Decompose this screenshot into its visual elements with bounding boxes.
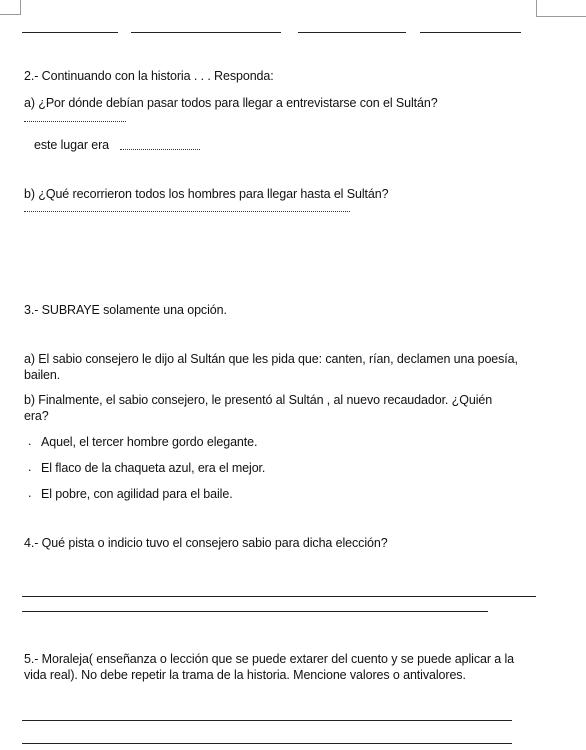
q2-a-question: a) ¿Por dónde debían pasar todos para llegar a entrevistarse con el Sultán?: [24, 96, 438, 110]
top-right-corner-mark-h: [536, 16, 586, 17]
q2-b-answer-line[interactable]: [24, 211, 350, 212]
answer-line-top-3[interactable]: [298, 32, 406, 33]
answer-line-top-4[interactable]: [420, 32, 521, 33]
q3-a-text: a) El sabio consejero le dijo al Sultán que les pida que: canten, rían, declamen una poesía, bailen.: [24, 352, 518, 382]
q2-b-question: b) ¿Qué recorrieron todos los hombres para llegar hasta el Sultán?: [24, 187, 389, 201]
q3-option-bullet-3: .: [28, 486, 32, 500]
top-left-corner-mark-h: [0, 14, 21, 15]
top-left-corner-mark: [20, 0, 21, 14]
q2-title: 2.- Continuando con la historia . . . Responda:: [24, 69, 274, 83]
q5-answer-line-2[interactable]: [22, 743, 512, 744]
q3-b-text: b) Finalmente, el sabio consejero, le presentó al Sultán , al nuevo recaudador. ¿Quién era?: [24, 393, 493, 423]
q3-option-bullet-1: .: [28, 434, 32, 448]
q2-a-answer-line[interactable]: [24, 121, 126, 122]
q3-option-2[interactable]: El flaco de la chaqueta azul, era el mejor.: [41, 461, 266, 475]
q4-answer-line-2[interactable]: [22, 611, 488, 612]
top-right-corner-mark: [536, 0, 537, 16]
q3-title: 3.- SUBRAYE solamente una opción.: [24, 303, 227, 317]
q3-option-1[interactable]: Aquel, el tercer hombre gordo elegante.: [41, 435, 258, 449]
q5-answer-line-1[interactable]: [22, 720, 512, 721]
q5-title: 5.- Moraleja( enseñanza o lección que se puede extarer del cuento y se puede aplicar a la vida real). No debe repetir la trama de la historia. Mencione valores o antivalores.: [24, 652, 515, 682]
q4-answer-line-1[interactable]: [22, 596, 536, 597]
q2-a-answer-prefix: este lugar era: [34, 138, 110, 152]
answer-line-top-2[interactable]: [131, 32, 281, 33]
q4-title: 4.- Qué pista o indicio tuvo el consejero sabio para dicha elección?: [24, 536, 388, 550]
answer-line-top-1[interactable]: [22, 32, 118, 33]
q3-option-bullet-2: .: [28, 460, 32, 474]
q3-option-3[interactable]: El pobre, con agilidad para el baile.: [41, 487, 233, 501]
q2-a-answer-fill-line[interactable]: [120, 149, 200, 150]
